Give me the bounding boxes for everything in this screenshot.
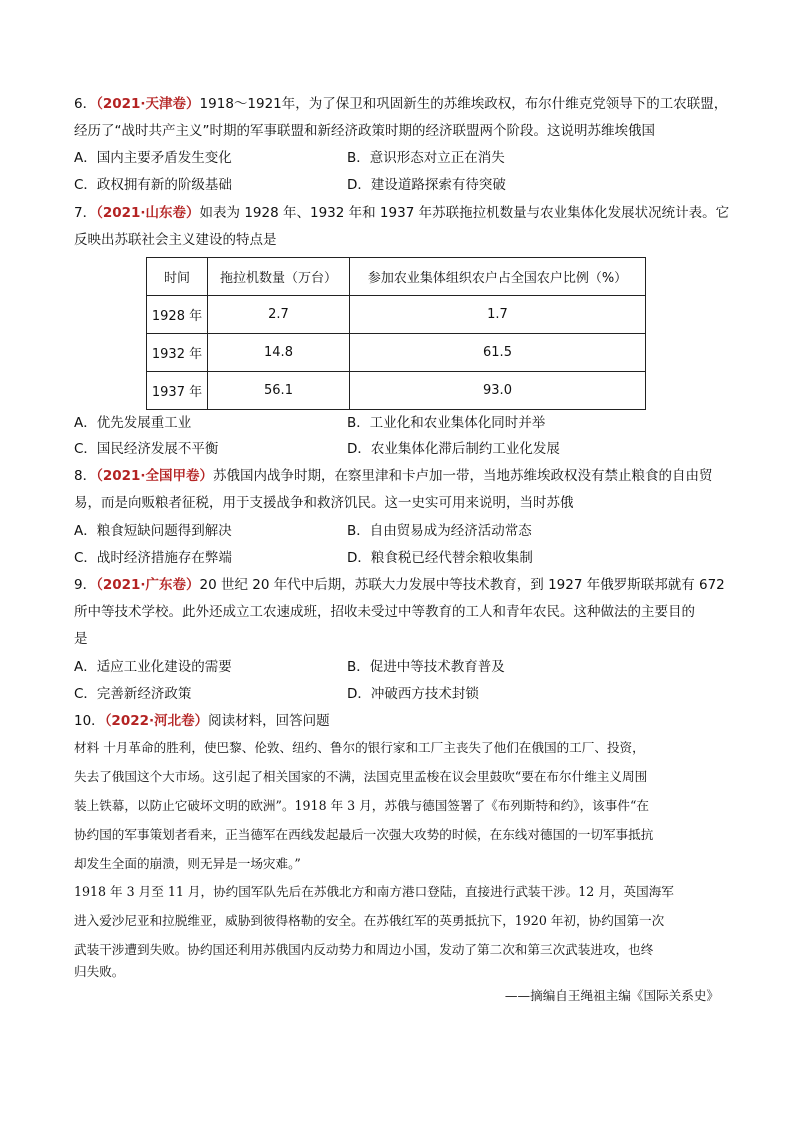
- q8-option-a[interactable]: A．粮食短缺问题得到解决: [74, 523, 232, 539]
- q8-option-c[interactable]: C．战时经济措施存在弊端: [74, 550, 232, 566]
- table-cell-tractors: 2.7: [208, 296, 350, 334]
- q10-material-line: 却发生全面的崩溃，则无异是一场灾难。”: [74, 856, 301, 871]
- table-cell-year: 1937 年: [147, 372, 208, 410]
- table-cell-ratio: 1.7: [350, 296, 646, 334]
- q10-material-line: 协约国的军事策划者看来，正当德军在西线发起最后一次强大攻势的时候，在东线对德国的一切军事抵抗: [74, 827, 654, 842]
- table-cell-ratio: 61.5: [350, 334, 646, 372]
- table-cell-year: 1928 年: [147, 296, 208, 334]
- q7-option-a[interactable]: A．优先发展重工业: [74, 415, 192, 431]
- q10-stem-line: [74, 711, 734, 731]
- table-row: [147, 334, 646, 372]
- table-row: [147, 296, 646, 334]
- q6-option-c[interactable]: C．政权拥有新的阶级基础: [74, 177, 232, 193]
- q8-stem-line2: 易，而是向贩粮者征税，用于支援战争和救济饥民。这一史实可用来说明，当时苏俄: [74, 495, 574, 511]
- q6-number: 6．: [74, 96, 97, 112]
- q7-option-c[interactable]: C．国民经济发展不平衡: [74, 441, 219, 457]
- q10-material-line: 材料 十月革命的胜利，使巴黎、伦敦、纽约、鲁尔的银行家和工厂主丧失了他们在俄国的工厂、投资，: [74, 740, 645, 755]
- q7-number: 7．: [74, 205, 97, 221]
- q6-option-d[interactable]: D．建设道路探索有待突破: [347, 177, 506, 193]
- q8-stem-line1: [74, 466, 734, 486]
- table-row: [147, 372, 646, 410]
- q7-source: （2021·山东卷）: [96, 205, 200, 221]
- q9-option-a[interactable]: A．适应工业化建设的需要: [74, 659, 232, 675]
- q9-number: 9．: [74, 577, 97, 593]
- q6-stem-line2: 经历了“战时共产主义”时期的军事联盟和新经济政策时期的经济联盟两个阶段。这说明苏维埃俄国: [74, 123, 655, 139]
- table-header-row: [147, 258, 646, 296]
- q7-statistics-table: [146, 257, 646, 410]
- q6-stem-line1: [74, 94, 734, 114]
- table-cell-year: 1932 年: [147, 334, 208, 372]
- q9-option-d[interactable]: D．冲破西方技术封锁: [347, 686, 479, 702]
- q8-number: 8．: [74, 468, 97, 484]
- q9-source: （2021·广东卷）: [96, 577, 200, 593]
- q9-option-c[interactable]: C．完善新经济政策: [74, 686, 192, 702]
- q10-material-line: 1918 年 3 月至 11 月，协约国军队先后在苏俄北方和南方港口登陆，直接进行武装干涉。12 月，英国海军: [74, 884, 674, 899]
- q10-material-line: 装上铁幕，以防止它破坏文明的欧洲”。1918 年 3 月，苏俄与德国签署了《布列斯特和约》，该事件“在: [74, 798, 649, 813]
- q10-source: （2022·河北卷）: [104, 713, 209, 729]
- q7-stem-line1: [74, 203, 734, 223]
- table-cell-ratio: 93.0: [350, 372, 646, 410]
- q9-stem-line1: [74, 575, 734, 595]
- q10-material-line: 进入爱沙尼亚和拉脱维亚，威胁到彼得格勒的安全。在苏俄红军的英勇抵抗下，1920 年初，协约国第一次: [74, 913, 665, 928]
- table-header-collective-ratio: 参加农业集体组织农户占全国农户比例（%）: [350, 258, 646, 296]
- q10-material-line: 武装干涉遭到失败。协约国还利用苏俄国内反动势力和周边小国，发动了第二次和第三次武装进攻，也终: [74, 942, 654, 957]
- table-header-tractors: 拖拉机数量（万台）: [208, 258, 350, 296]
- q9-stem-text1: 20 世纪 20 年代中后期，苏联大力发展中等技术教育，到 1927 年俄罗斯联邦就有 672: [199, 577, 725, 593]
- q8-stem-text1: 苏俄国内战争时期，在察里津和卡卢加一带，当地苏维埃政权没有禁止粮食的自由贸: [213, 468, 713, 484]
- q8-option-b[interactable]: B．自由贸易成为经济活动常态: [347, 523, 532, 539]
- q7-option-d[interactable]: D．农业集体化滞后制约工业化发展: [347, 441, 560, 457]
- q9-stem-line3: 是: [74, 631, 88, 647]
- q10-material-line: 失去了俄国这个大市场。这引起了相关国家的不满，法国克里孟梭在议会里鼓吹“要在布尔什维主义周围: [74, 769, 648, 784]
- q6-source: （2021·天津卷）: [96, 96, 200, 112]
- q7-stem-line2: 反映出苏联社会主义建设的特点是: [74, 232, 277, 248]
- q6-option-b[interactable]: B．意识形态对立正在消失: [347, 150, 505, 166]
- q10-number: 10．: [74, 713, 105, 729]
- q8-option-d[interactable]: D．粮食税已经代替余粮收集制: [347, 550, 533, 566]
- q9-stem-line2: 所中等技术学校。此外还成立工农速成班，招收未受过中等教育的工人和青年农民。这种做法的主要目的: [74, 604, 695, 620]
- q8-source: （2021·全国甲卷）: [96, 468, 214, 484]
- q7-option-b[interactable]: B．工业化和农业集体化同时并举: [347, 415, 546, 431]
- q9-option-b[interactable]: B．促进中等技术教育普及: [347, 659, 505, 675]
- table-cell-tractors: 14.8: [208, 334, 350, 372]
- q10-material-line: 归失败。: [74, 964, 125, 979]
- q7-stem-text1: 如表为 1928 年、1932 年和 1937 年苏联拖拉机数量与农业集体化发展状况统计表。它: [199, 205, 730, 221]
- table-cell-tractors: 56.1: [208, 372, 350, 410]
- q10-stem-text: 阅读材料，回答问题: [208, 713, 330, 729]
- q6-stem-text1: 1918～1921年，为了保卫和巩固新生的苏维埃政权，布尔什维克党领导下的工农联盟，: [199, 96, 728, 112]
- q10-citation: ——摘编自王绳祖主编《国际关系史》: [504, 988, 719, 1003]
- q6-option-a[interactable]: A．国内主要矛盾发生变化: [74, 150, 232, 166]
- table-header-year: 时间: [147, 258, 208, 296]
